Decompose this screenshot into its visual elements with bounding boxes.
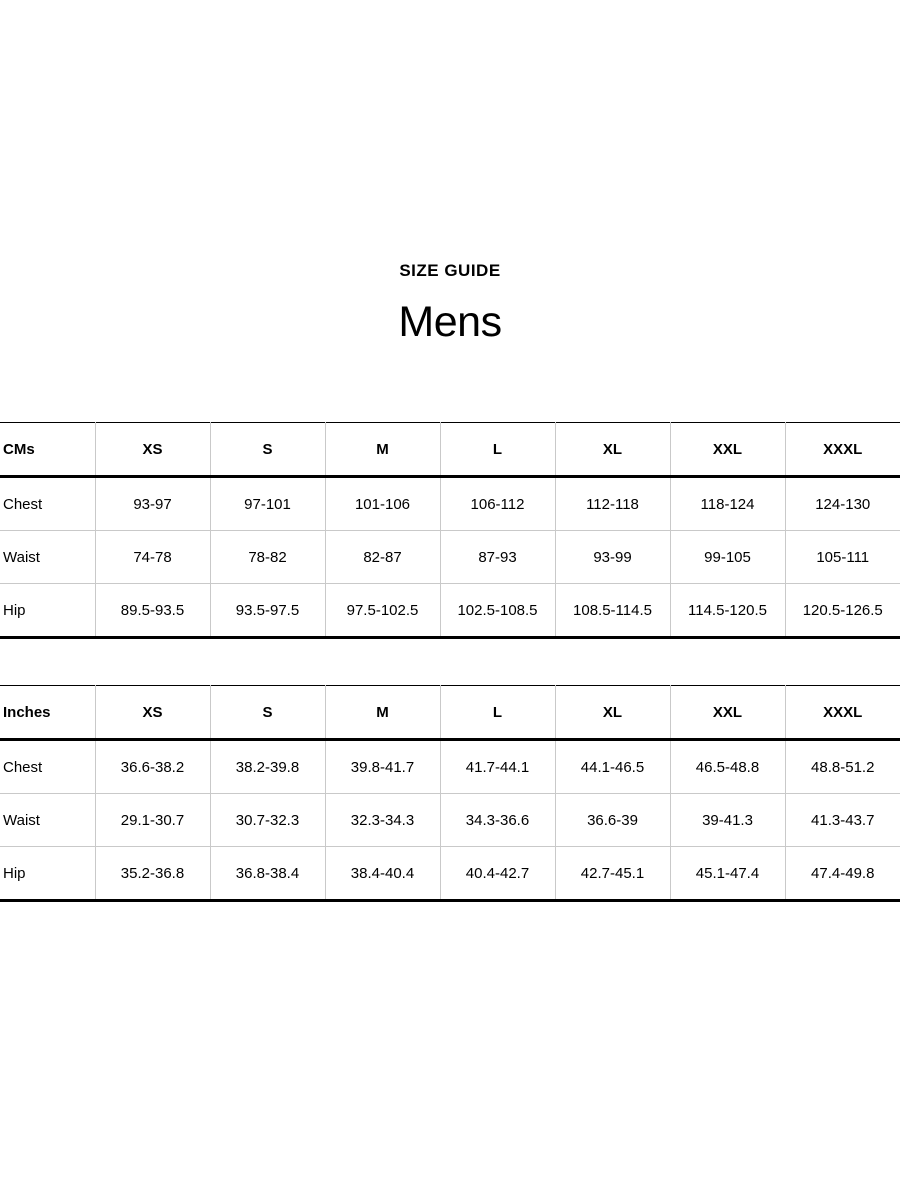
unit-label-inches: Inches (0, 686, 95, 740)
column-header-m: M (325, 686, 440, 740)
size-table-inches (0, 685, 900, 902)
cell-hip-xxxl: 120.5-126.5 (785, 584, 900, 638)
cell-hip-xs: 35.2-36.8 (95, 847, 210, 901)
cell-chest-l: 106-112 (440, 477, 555, 531)
table-row (0, 477, 900, 531)
table-header-row (0, 423, 900, 477)
column-header-s: S (210, 423, 325, 477)
cell-waist-xs: 74-78 (95, 531, 210, 584)
column-header-xxxl: XXXL (785, 423, 900, 477)
table-row (0, 740, 900, 794)
size-table-cms (0, 422, 900, 639)
table-header-row (0, 686, 900, 740)
cell-waist-xs: 29.1-30.7 (95, 794, 210, 847)
cell-waist-s: 78-82 (210, 531, 325, 584)
column-header-xs: XS (95, 686, 210, 740)
cell-chest-m: 101-106 (325, 477, 440, 531)
page-eyebrow: SIZE GUIDE (399, 261, 501, 280)
cell-chest-xs: 36.6-38.2 (95, 740, 210, 794)
cell-hip-xxl: 45.1-47.4 (670, 847, 785, 901)
column-header-xxl: XXL (670, 423, 785, 477)
cell-hip-l: 102.5-108.5 (440, 584, 555, 638)
cell-waist-xl: 93-99 (555, 531, 670, 584)
cell-hip-xs: 89.5-93.5 (95, 584, 210, 638)
cell-chest-s: 38.2-39.8 (210, 740, 325, 794)
cell-chest-xxxl: 48.8-51.2 (785, 740, 900, 794)
column-header-l: L (440, 423, 555, 477)
row-label-hip: Hip (0, 847, 95, 901)
cell-waist-l: 87-93 (440, 531, 555, 584)
cell-chest-m: 39.8-41.7 (325, 740, 440, 794)
row-label-waist: Waist (0, 794, 95, 847)
cell-hip-m: 38.4-40.4 (325, 847, 440, 901)
cell-waist-xxl: 99-105 (670, 531, 785, 584)
cell-hip-xxl: 114.5-120.5 (670, 584, 785, 638)
cell-waist-xxxl: 41.3-43.7 (785, 794, 900, 847)
cell-hip-xxxl: 47.4-49.8 (785, 847, 900, 901)
cell-waist-s: 30.7-32.3 (210, 794, 325, 847)
cell-chest-xxl: 118-124 (670, 477, 785, 531)
table-row (0, 531, 900, 584)
cell-chest-s: 97-101 (210, 477, 325, 531)
row-label-waist: Waist (0, 531, 95, 584)
column-header-xxl: XXL (670, 686, 785, 740)
cell-chest-xl: 44.1-46.5 (555, 740, 670, 794)
row-label-chest: Chest (0, 477, 95, 531)
table-row (0, 584, 900, 638)
size-tables (0, 422, 900, 902)
cell-hip-s: 93.5-97.5 (210, 584, 325, 638)
cell-waist-xxl: 39-41.3 (670, 794, 785, 847)
cell-waist-m: 82-87 (325, 531, 440, 584)
column-header-m: M (325, 423, 440, 477)
page-title: Mens (398, 298, 502, 346)
cell-chest-xl: 112-118 (555, 477, 670, 531)
unit-label-cms: CMs (0, 423, 95, 477)
column-header-xl: XL (555, 686, 670, 740)
cell-hip-xl: 108.5-114.5 (555, 584, 670, 638)
row-label-chest: Chest (0, 740, 95, 794)
cell-hip-xl: 42.7-45.1 (555, 847, 670, 901)
table-row (0, 794, 900, 847)
column-header-xxxl: XXXL (785, 686, 900, 740)
page-header (0, 0, 900, 344)
cell-waist-xxxl: 105-111 (785, 531, 900, 584)
cell-chest-l: 41.7-44.1 (440, 740, 555, 794)
column-header-l: L (440, 686, 555, 740)
column-header-xs: XS (95, 423, 210, 477)
cell-hip-s: 36.8-38.4 (210, 847, 325, 901)
column-header-xl: XL (555, 423, 670, 477)
cell-hip-l: 40.4-42.7 (440, 847, 555, 901)
column-header-s: S (210, 686, 325, 740)
table-row (0, 847, 900, 901)
cell-chest-xxxl: 124-130 (785, 477, 900, 531)
cell-hip-m: 97.5-102.5 (325, 584, 440, 638)
cell-waist-m: 32.3-34.3 (325, 794, 440, 847)
cell-waist-xl: 36.6-39 (555, 794, 670, 847)
cell-chest-xs: 93-97 (95, 477, 210, 531)
cell-waist-l: 34.3-36.6 (440, 794, 555, 847)
cell-chest-xxl: 46.5-48.8 (670, 740, 785, 794)
row-label-hip: Hip (0, 584, 95, 638)
